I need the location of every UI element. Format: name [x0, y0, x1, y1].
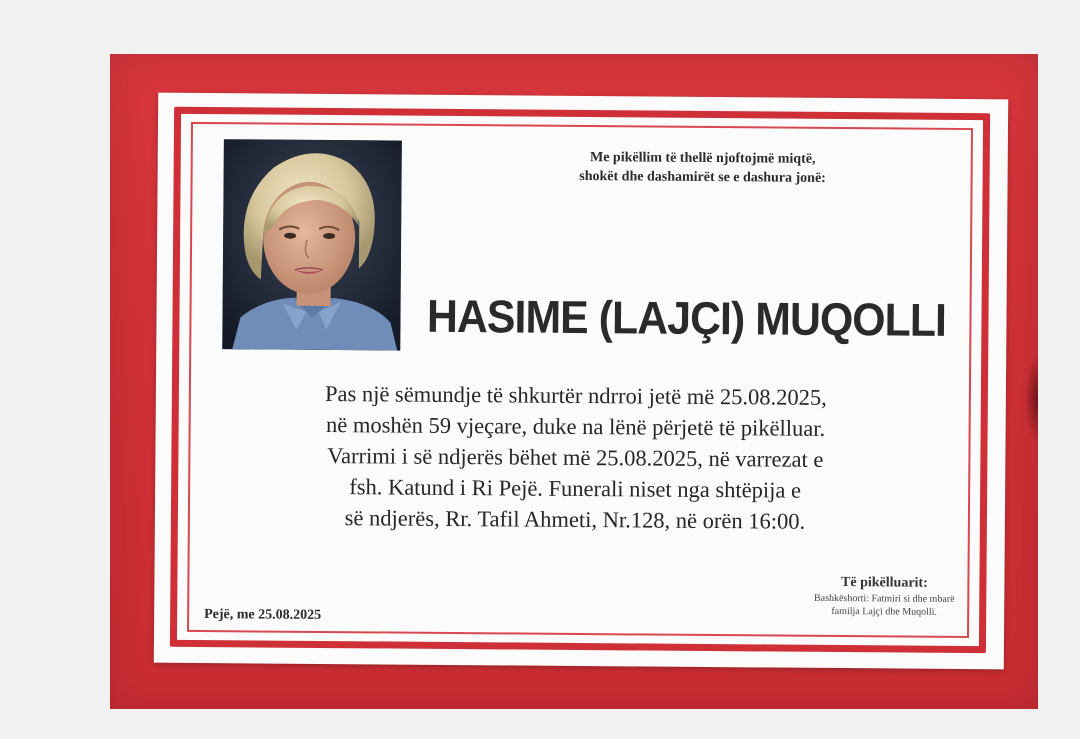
mourners-line-1: Bashkëshorti: Fatmiri si dhe mbarë — [813, 592, 955, 605]
mourners-title: Të pikëlluarit: — [840, 575, 928, 591]
board-edge-shadow — [1024, 354, 1038, 444]
deceased-portrait-photo — [222, 139, 402, 350]
deceased-name: HASIME (LAJÇI) MUQOLLI — [426, 289, 947, 346]
announcement-line: Varrimi i së ndjerës bëhet më 25.08.2025, në varrezat e — [327, 443, 824, 472]
announcement-line: në moshën 59 vjeçare, duke na lënë përjetë të pikëlluar. — [325, 411, 826, 441]
announcement-text — [215, 377, 936, 538]
announcement-line: fsh. Katund i Ri Pejë. Funerali niset nga shtëpija e — [349, 474, 802, 503]
announcement-line: Pas një sëmundje të shkurtër ndrroi jetë më 25.08.2025, — [324, 380, 827, 410]
place-and-date: Pejë, me 25.08.2025 — [204, 607, 322, 623]
obituary-notice — [154, 93, 1008, 670]
portrait-illustration — [222, 139, 402, 350]
mourners-line-2: familja Lajçi dhe Muqolli. — [831, 605, 938, 618]
announcement-line: së ndjerës, Rr. Tafil Ahmeti, Nr.128, në orën 16:00. — [344, 505, 806, 534]
intro-text — [488, 147, 918, 188]
intro-line-1: Me pikëllim të thellë njoftojmë miqtë, — [589, 150, 816, 167]
intro-line-2: shokët dhe dashamirët se e dashura jonë: — [579, 168, 826, 186]
mourners-block — [724, 573, 984, 619]
